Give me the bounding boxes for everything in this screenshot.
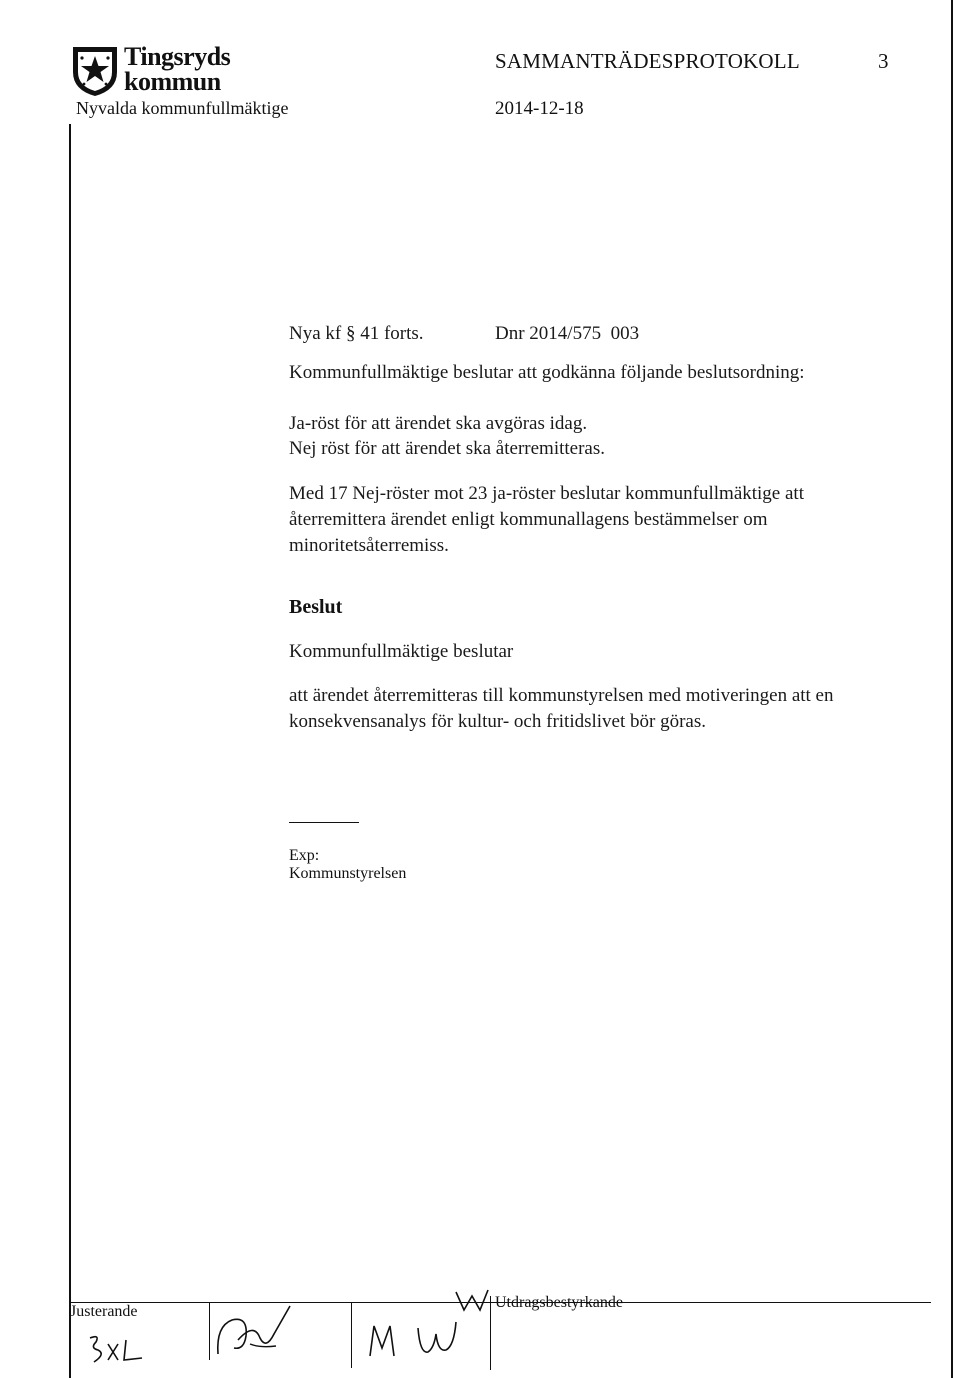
handwritten-initials-3 <box>362 1312 462 1364</box>
municipality-name <box>124 44 230 94</box>
handwritten-signature-2 <box>210 1296 300 1362</box>
justerande-label: Justerande <box>70 1303 138 1320</box>
dispatch-recipient: Kommunstyrelsen <box>289 865 407 882</box>
document-type: SAMMANTRÄDESPROTOKOLL <box>495 49 800 73</box>
intro-text: Kommunfullmäktige beslutar att godkänna följande beslutsordning: <box>289 362 805 383</box>
right-edge-rule <box>951 0 953 1378</box>
decision-heading: Beslut <box>289 596 343 618</box>
decision-lead: Kommunfullmäktige beslutar <box>289 641 514 662</box>
logo-line-1: Tingsryds <box>124 42 231 71</box>
dispatch-label: Exp: <box>289 847 320 864</box>
section-reference: Nya kf § 41 forts. <box>289 323 424 344</box>
page-number: 3 <box>878 49 889 73</box>
logo-line-2: kommun <box>124 67 221 96</box>
vote-result: Med 17 Nej-röster mot 23 ja-röster beslutar kommunfullmäktige att återremittera ärendet enligt kommunallagens bestämmelser om minoritetsåterremiss. <box>289 483 804 556</box>
case-number: Dnr 2014/575 003 <box>495 323 640 344</box>
vote-no-option: Nej röst för att ärendet ska återremitteras. <box>289 438 605 459</box>
signature-divider-2 <box>351 1302 352 1368</box>
org-unit: Nyvalda kommunfullmäktige <box>76 98 289 118</box>
meeting-date: 2014-12-18 <box>495 98 584 119</box>
coat-of-arms-logo <box>70 44 120 98</box>
left-margin-rule <box>69 124 71 1378</box>
handwritten-initials-4 <box>452 1288 492 1314</box>
handwritten-initials-1 <box>80 1330 150 1366</box>
utdragsbestyrkande-label: Utdragsbestyrkande <box>495 1294 623 1311</box>
decision-text: att ärendet återremitteras till kommunstyrelsen med motiveringen att en konsekvensanalys för kultur- och fritidslivet bör göras. <box>289 685 834 732</box>
vote-yes-option: Ja-röst för att ärendet ska avgöras idag. <box>289 413 588 434</box>
separator-line <box>289 822 359 823</box>
